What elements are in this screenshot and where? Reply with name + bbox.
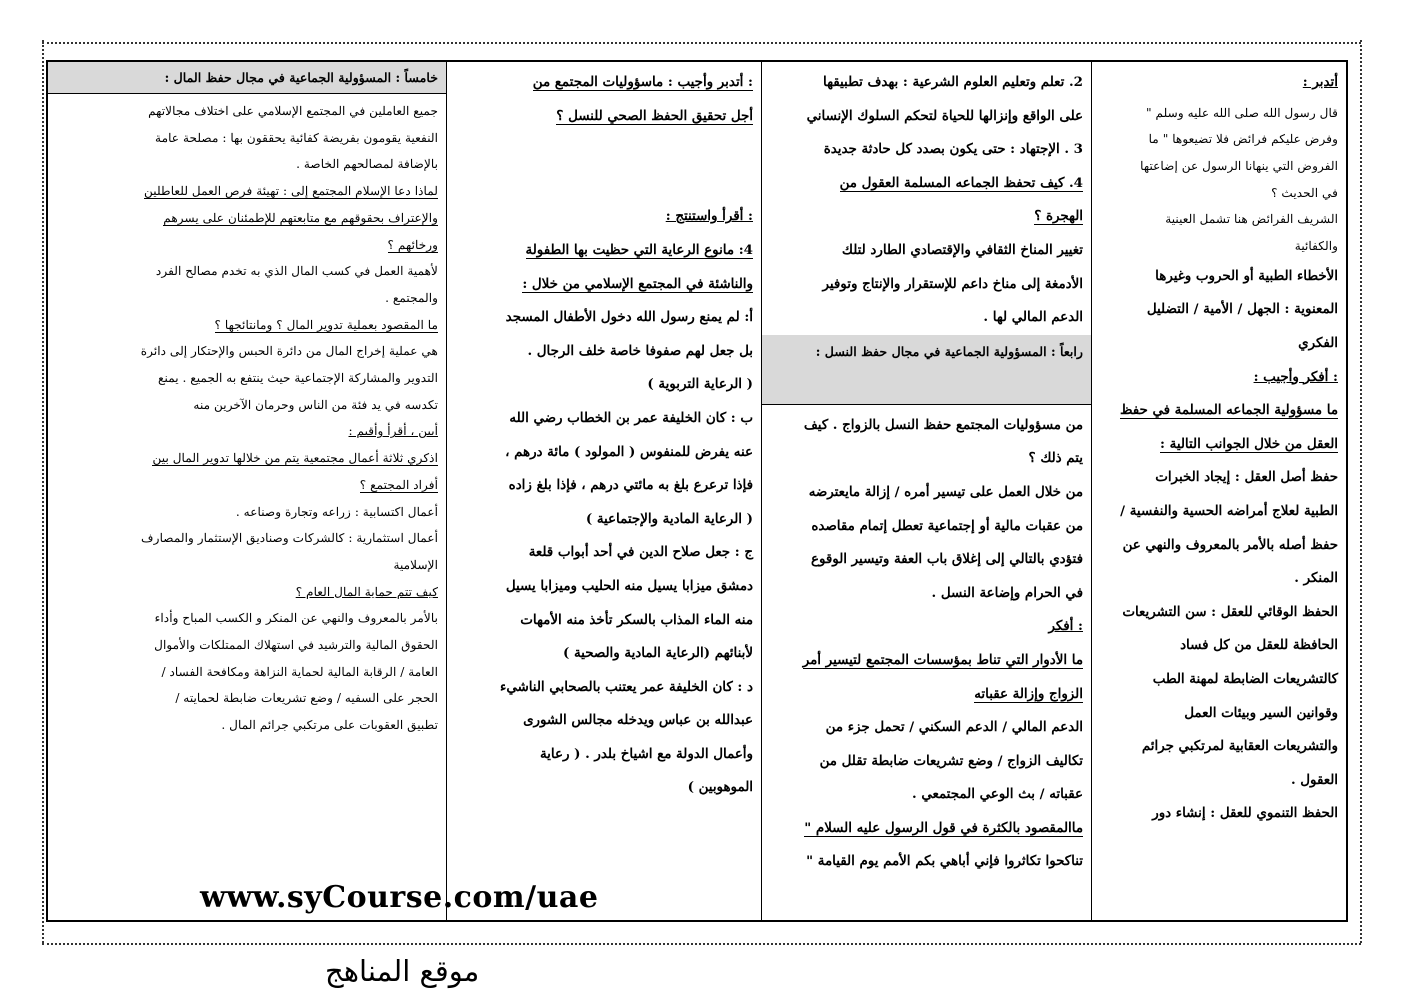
line — [1098, 629, 1338, 663]
text-line: كالتشريعات الضابطة لمهنة الطب — [1152, 670, 1338, 687]
text-line: كيف تتم حماية المال العام ؟ — [295, 584, 438, 599]
text-line: ورخائهم ؟ — [387, 237, 438, 252]
text-line: من خلال العمل على تيسير أمره / إزالة مايعترضه — [808, 483, 1083, 500]
line — [770, 510, 1083, 544]
section-marriage — [762, 405, 1091, 879]
section-scholarship — [762, 62, 1091, 335]
line — [770, 167, 1083, 201]
text-line: ب : كان الخليفة عمر بن الخطاب رضي الله — [509, 409, 753, 426]
line — [453, 436, 753, 470]
line — [770, 543, 1083, 577]
line — [453, 604, 753, 638]
line — [770, 745, 1083, 779]
line — [453, 268, 753, 302]
text-line: ما الأدوار التي تناط بمؤسسات المجتمع لتيسير أمر — [802, 651, 1083, 668]
line — [1098, 596, 1338, 630]
line — [56, 418, 438, 445]
text-line: ما مسؤولية الجماعه المسلمة في حفظ — [1120, 402, 1338, 419]
line — [453, 771, 753, 805]
text-line: ما المقصود بعملية تدوير المال ؟ ومانتائجها ؟ — [214, 317, 438, 332]
line — [1098, 327, 1338, 361]
line — [770, 778, 1083, 812]
line — [770, 678, 1083, 712]
top-dotted-border — [42, 42, 1361, 44]
text-line: عنه يفرض للمنفوس ( المولود ) مائة درهم ، — [505, 443, 753, 460]
text-line: وأعمال الدولة مع اشياخ بلدر . ( رعاية — [539, 745, 753, 762]
text-line: الحفظ التنموي للعقل : إنشاء دور — [1152, 805, 1338, 822]
text-line: الحفظ الوقائي للعقل : سن التشريعات — [1122, 603, 1338, 620]
text-line: لماذا دعا الإسلام المجتمع إلى : تهيئة فرص العمل للعاطلين — [144, 184, 438, 199]
line — [56, 258, 438, 285]
line — [56, 125, 438, 152]
column-wealth — [48, 62, 446, 920]
line — [453, 133, 753, 167]
text-line: الفروض التي ينهانا الرسول عن إضاعتها — [1140, 159, 1338, 173]
text-line: يتم ذلك ؟ — [1028, 450, 1083, 467]
website-url: www.syCourse.com/uae — [200, 880, 599, 915]
section-header-lineage: رابعاً : المسؤولية الجماعية في مجال حفظ النسل : — [762, 335, 1091, 405]
line — [770, 711, 1083, 745]
text-line: 2. تعلم وتعليم العلوم الشرعية : بهدف تطبيقها — [822, 74, 1083, 90]
right-dotted-border — [1360, 40, 1362, 943]
line — [770, 66, 1083, 100]
text-line: الطبية لعلاج أمراضه الحسية والنفسية / — [1120, 502, 1338, 519]
text-line: حفظ أصل العقل : إيجاد الخبرات — [1155, 469, 1338, 486]
text-line: أ: لم يمنع رسول الله دخول الأطفال المسجد — [505, 309, 753, 326]
line — [56, 525, 438, 552]
line — [56, 685, 438, 712]
line — [1098, 797, 1338, 831]
section-wealth-body — [48, 94, 446, 739]
text-line: الدعم المالي لها . — [983, 309, 1083, 326]
text-line: فإذا ترعرع بلغ به مائتي درهم ، فإذا بلغ زاده — [508, 477, 753, 494]
text-line: الإسلامية — [393, 557, 438, 572]
text-line: : أفكر وأجيب : — [1253, 368, 1338, 385]
text-line: في الحديث ؟ — [1271, 185, 1338, 200]
line — [770, 268, 1083, 302]
text-line: الفكري — [1298, 335, 1338, 351]
line — [770, 409, 1083, 443]
line — [770, 644, 1083, 678]
line — [453, 368, 753, 402]
line — [453, 671, 753, 705]
text-line: لأهمية العمل في كسب المال الذي به تخدم مصالح الفرد — [155, 264, 438, 279]
text-line: منه الماء المذاب بالسكر تأخذ منه الأمهات — [520, 611, 753, 628]
line — [1098, 293, 1338, 327]
text-line: أبين ، أقرأ وأقيم : — [348, 424, 438, 439]
line — [1098, 66, 1338, 100]
line — [56, 205, 438, 232]
text-line: تناكحوا تكاثروا فإني أباهي بكم الأمم يوم القيامة " — [806, 853, 1083, 870]
text-line: الزواج وإزالة عقباته — [974, 685, 1083, 702]
text-line: هي عملية إخراج المال من دائرة الحبس والإحتكار إلى دائرة — [140, 344, 438, 359]
line — [1098, 233, 1338, 260]
line — [453, 704, 753, 738]
text-line: العقل من خلال الجوانب التالية : — [1160, 435, 1338, 452]
line — [770, 100, 1083, 134]
text-line: والناشئة في المجتمع الإسلامي من خلال : — [522, 275, 753, 292]
line — [1098, 697, 1338, 731]
section-header-wealth: خامساً : المسؤولية الجماعية في مجال حفظ المال : — [48, 62, 446, 94]
line — [1098, 100, 1338, 127]
text-line: عبدالله بن عباس ويدخله مجالس الشورى — [523, 712, 753, 729]
text-line: تكاليف الزواج / وضع تشريعات ضابطة تقلل من — [819, 752, 1083, 769]
text-line: بالأمر بالمعروف والنهي عن المنكر و الكسب المباح وأداء — [154, 611, 438, 626]
text-line: العقول . — [1290, 771, 1338, 788]
text-line: المنكر . — [1294, 570, 1338, 587]
line — [453, 200, 753, 234]
line — [453, 469, 753, 503]
text-line: ج : جعل صلاح الدين في أحد أبواب قلعة — [528, 544, 753, 561]
line — [770, 133, 1083, 167]
text-line: ( الرعاية المادية والإجتماعية ) — [585, 510, 753, 527]
line — [1098, 206, 1338, 233]
text-line: الأدمغة إلى مناخ داعم للإستقرار والإنتاج وتوفير — [822, 275, 1083, 292]
text-line: على الواقع وإنزالها للحياة لتحكم السلوك الإنساني — [806, 107, 1083, 124]
line — [56, 712, 438, 739]
line — [56, 445, 438, 472]
line — [453, 100, 753, 134]
text-line: اذكري ثلاثة أعمال مجتمعية يتم من خلالها تدوير المال بين — [152, 451, 438, 466]
line — [770, 301, 1083, 335]
text-line: د : كان الخليفة عمر يعتنب بالصحابي الناشيء — [500, 678, 753, 695]
bottom-dotted-border — [42, 943, 1361, 945]
line — [1098, 394, 1338, 428]
line — [56, 659, 438, 686]
text-line: من مسؤوليات المجتمع حفظ النسل بالزواج . كيف — [803, 416, 1083, 433]
line — [1098, 361, 1338, 395]
text-line: ماالمقصود بالكثرة في قول الرسول عليه السلام " — [804, 819, 1083, 836]
line — [56, 365, 438, 392]
line — [1098, 461, 1338, 495]
line — [56, 98, 438, 125]
text-line: 4. كيف تحفظ الجماعه المسلمة العقول من — [839, 174, 1083, 191]
text-line: من عقبات مالية أو إجتماعية تعطل إتمام مقاصده — [811, 517, 1083, 534]
line — [453, 570, 753, 604]
line — [453, 167, 753, 201]
text-line: عقباته / بث الوعي المجتمعي . — [912, 786, 1083, 803]
text-line: بل جعل لهم صفوفا خاصة خلف الرجال . — [527, 342, 753, 359]
column-reflect-mind — [1091, 62, 1346, 920]
line — [1098, 529, 1338, 563]
line — [1098, 260, 1338, 294]
text-line: الشريف الفرائض هنا تشمل العينية — [1165, 212, 1338, 227]
text-line: : أتدبر وأجيب : ماسؤوليات المجتمع من — [532, 74, 753, 90]
text-line: وقوانين السير وبيئات العمل — [1184, 704, 1338, 721]
text-line: الدعم المالي / الدعم السكني / تحمل جزء من — [825, 719, 1083, 736]
text-line: أجل تحقيق الحفظ الصحي للنسل ؟ — [556, 107, 753, 124]
site-name-logo: موقع المناهج — [325, 954, 480, 988]
line — [1098, 562, 1338, 596]
line — [56, 552, 438, 579]
text-line: وفرض عليكم فرائض فلا تضيعوها " ما — [1148, 132, 1338, 147]
text-line: والتشريعات العقابية لمرتكبي جرائم — [1141, 738, 1338, 755]
line — [453, 234, 753, 268]
line — [56, 312, 438, 339]
column-lineage — [761, 62, 1091, 920]
text-line: ( الرعاية التربوية ) — [647, 376, 753, 393]
line — [770, 200, 1083, 234]
text-line: العامة / الرقابة المالية لحماية النزاهة ومكافحة الفساد / — [161, 664, 438, 679]
text-line: 4: مانوع الرعاية التي حظيت بها الطفولة — [525, 241, 753, 258]
line — [56, 605, 438, 632]
line — [453, 637, 753, 671]
text-line: : أقرأ واستنتج : — [665, 208, 753, 225]
line — [56, 392, 438, 419]
content-frame — [46, 60, 1348, 922]
line — [770, 610, 1083, 644]
line — [1098, 428, 1338, 462]
line — [56, 338, 438, 365]
line — [1098, 663, 1338, 697]
text-line: التدوير والمشاركة الإجتماعية حيث ينتفع به الجميع . يمنع — [158, 371, 438, 386]
column-child-care — [446, 62, 761, 920]
line — [56, 499, 438, 526]
line — [56, 232, 438, 259]
line — [1098, 730, 1338, 764]
left-dotted-border — [42, 40, 44, 943]
line — [770, 577, 1083, 611]
line — [453, 335, 753, 369]
text-line: الحقوق المالية والترشيد في استهلاك الممتلكات والأموال — [154, 638, 438, 653]
line — [770, 234, 1083, 268]
text-line: فتؤدي بالتالي إلى إغلاق باب العفة وتيسير الوقوع — [810, 551, 1083, 568]
text-line: جميع العاملين في المجتمع الإسلامي على اختلاف مجالاتهم — [148, 104, 438, 118]
text-line: والإعتراف بحقوقهم مع متابعتهم للإطمئنان على يسرهم — [163, 210, 438, 225]
line — [56, 285, 438, 312]
line — [56, 178, 438, 205]
line — [453, 301, 753, 335]
text-line: الحافظة للعقل من كل فساد — [1180, 637, 1338, 654]
text-line: الأخطاء الطبية أو الحروب وغيرها — [1155, 267, 1338, 284]
text-line: 3 . الإجتهاد : حتى يكون بصدد كل حادثة جديدة — [823, 141, 1083, 158]
line — [1098, 764, 1338, 798]
text-line: قال رسول الله صلى الله عليه وسلم " — [1145, 105, 1338, 120]
line — [56, 151, 438, 178]
text-line: والمجتمع . — [385, 290, 438, 305]
line — [770, 845, 1083, 879]
text-line: الموهوبين ) — [687, 779, 753, 796]
line — [56, 632, 438, 659]
line — [770, 812, 1083, 846]
line — [770, 442, 1083, 476]
text-line: في الحرام وإضاعة النسل . — [931, 584, 1083, 601]
line — [453, 503, 753, 537]
line — [1098, 180, 1338, 207]
text-line: تطبيق العقوبات على مرتكبي جرائم المال . — [221, 718, 438, 733]
line — [770, 476, 1083, 510]
line — [1098, 495, 1338, 529]
line — [1098, 153, 1338, 180]
text-line: أعمال اكتسابية : زراعه وتجارة وصناعه . — [235, 504, 438, 519]
text-line: : أفكر — [1048, 618, 1083, 635]
text-line: الهجرة ؟ — [1034, 208, 1083, 225]
text-line: حفظ أصله بالأمر بالمعروف والنهي عن — [1122, 536, 1338, 553]
line — [56, 579, 438, 606]
line — [56, 472, 438, 499]
text-line: تكدسه في يد فئة من الناس وحرمان الآخرين منه — [193, 397, 438, 412]
text-line: تغيير المناخ الثقافي والإقتصادي الطارد لتلك — [841, 241, 1083, 258]
text-line: أعمال استثمارية : كالشركات وصناديق الإستثمار والمصارف — [141, 531, 438, 546]
text-line: لأبنائهم (الرعاية المادية والصحية ) — [562, 645, 753, 662]
text-line: والكفائية — [1294, 239, 1338, 254]
line — [453, 402, 753, 436]
text-line: بالإضافة لمصالحهم الخاصة . — [296, 157, 438, 172]
line — [453, 738, 753, 772]
text-line: المعنوية : الجهل / الأمية / التضليل — [1146, 301, 1338, 318]
text-line: دمشق ميزابا يسيل منه الحليب وميزابا يسيل — [505, 577, 753, 594]
line — [453, 66, 753, 100]
text-line: الحجر على السفيه / وضع تشريعات ضابطة لحمايته / — [175, 691, 438, 706]
text-line: أتدبر : — [1302, 74, 1338, 90]
text-line: النفعية يقومون بفريضة كفائية يحققون بها : مصلحة عامة — [155, 130, 438, 145]
text-line: أفراد المجتمع ؟ — [359, 477, 438, 492]
line — [1098, 126, 1338, 153]
line — [453, 536, 753, 570]
